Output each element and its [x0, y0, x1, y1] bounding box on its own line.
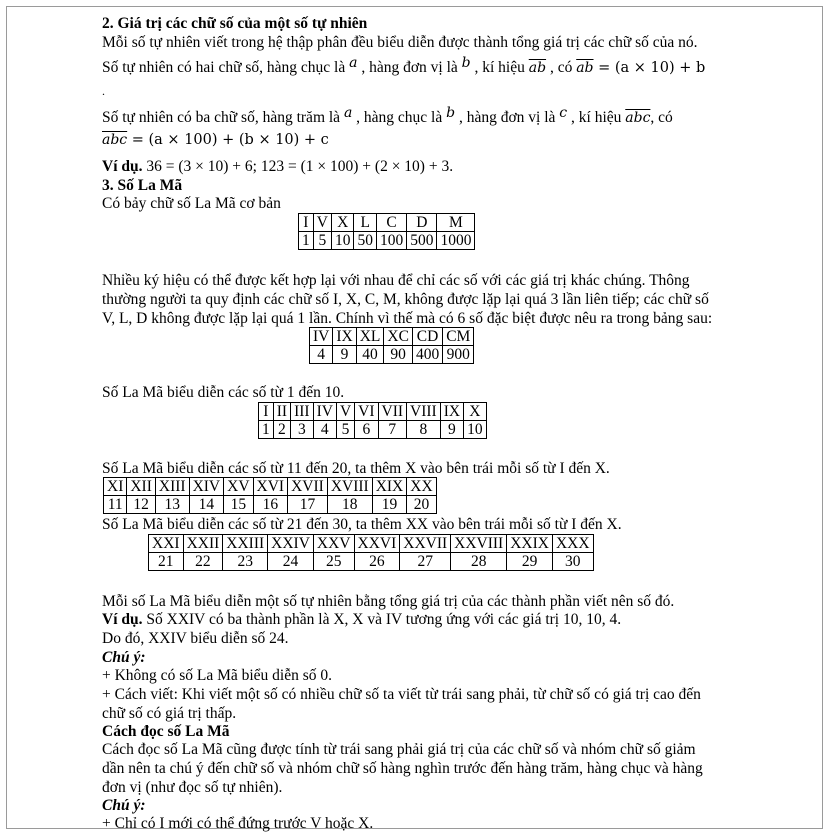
table-cell: 40 — [356, 346, 384, 364]
table-cell: 9 — [440, 421, 463, 439]
symbol-abc: $\overline{abc}$ — [625, 110, 651, 126]
table-cell: 23 — [223, 553, 268, 571]
var-c: c — [559, 105, 568, 121]
table-cell: X — [331, 214, 354, 232]
table-cell: 12 — [127, 496, 156, 514]
one-to-ten-table — [258, 402, 487, 439]
twentyone-to-thirty-intro: Số La Mã biểu diễn các số từ 21 đến 30, ta thêm XX vào bên trái mỗi số từ I đến X. — [102, 516, 622, 533]
table-cell: 900 — [443, 346, 474, 364]
var-b: b — [461, 55, 471, 71]
table-cell: XI — [104, 478, 127, 496]
combo-paragraph-2: thường người ta quy định các chữ số I, X, C, M, không được lặp lại quá 3 lần liên tiếp; các chữ số — [102, 291, 709, 308]
table-cell: 13 — [155, 496, 189, 514]
three-digit-formula-line — [102, 130, 329, 150]
table-cell: XVII — [288, 478, 328, 496]
eleven-to-twenty-intro: Số La Mã biểu diễn các số từ 11 đến 20, ta thêm X vào bên trái mỗi số từ I đến X. — [102, 460, 610, 477]
reading-line-2: dần nên ta chú ý đến chữ số và nhóm chữ số hàng nghìn trước đến hàng trăm, hàng chục và hàng — [102, 760, 703, 777]
table-cell: VIII — [407, 403, 441, 421]
table-cell: XXIV — [268, 535, 314, 553]
table-cell: XVI — [253, 478, 288, 496]
table-cell: VI — [355, 403, 378, 421]
stray-dot: . — [102, 84, 105, 98]
table-cell: 26 — [354, 553, 400, 571]
table-cell: 1 — [259, 421, 274, 439]
table-cell: XIII — [155, 478, 189, 496]
each-number-line: Mỗi số La Mã biểu diễn một số tự nhiên bằng tổng giá trị của các thành phần viết nên số đó. — [102, 593, 675, 610]
table-cell: 19 — [372, 496, 407, 514]
table-cell: XL — [356, 328, 384, 346]
note-2-line-1: + Cách viết: Khi viết một số có nhiều chữ số ta viết từ trái sang phải, từ chữ số có giá trị cao đến — [102, 686, 701, 703]
table-cell: 17 — [288, 496, 328, 514]
table-cell: 2 — [273, 421, 290, 439]
var-b: b — [446, 105, 456, 121]
table-cell: 27 — [400, 553, 451, 571]
table-row — [310, 346, 474, 364]
table-cell: 1000 — [437, 232, 475, 250]
table-cell: 28 — [451, 553, 507, 571]
table-cell: 16 — [253, 496, 288, 514]
table-cell: CD — [412, 328, 442, 346]
table-cell: V — [313, 214, 331, 232]
table-cell: 14 — [189, 496, 224, 514]
table-cell: M — [437, 214, 475, 232]
two-digit-line: Số tự nhiên có hai chữ số, hàng chục là a , hàng đơn vị là b , kí hiệu $\overline{ab}$ , có $\overline{ab} = (a \times 10) + b$ — [102, 55, 706, 76]
table-cell: 400 — [412, 346, 442, 364]
table-cell: 4 — [310, 346, 333, 364]
table-cell: III — [291, 403, 314, 421]
table-cell: 11 — [104, 496, 127, 514]
reading-line-3: đơn vị (như đọc số tự nhiên). — [102, 779, 283, 796]
symbol-abc-formula: $\overline{abc}$ — [102, 132, 128, 148]
three-digit-formula: = (a × 100) + (b × 10) + c — [127, 132, 329, 148]
table-cell: V — [336, 403, 354, 421]
table-cell: XXI — [149, 535, 184, 553]
table-cell: XC — [384, 328, 413, 346]
table-cell: XXVII — [400, 535, 451, 553]
table-cell: XXV — [313, 535, 354, 553]
table-cell: II — [273, 403, 290, 421]
table-row — [259, 403, 487, 421]
table-cell: 1 — [299, 232, 314, 250]
table-cell: XV — [224, 478, 253, 496]
table-cell: 25 — [313, 553, 354, 571]
table-cell: 30 — [552, 553, 593, 571]
table-cell: D — [407, 214, 437, 232]
var-a: a — [343, 105, 353, 121]
note-2-line-2: chữ số có giá trị thấp. — [102, 705, 237, 722]
table-cell: VII — [378, 403, 407, 421]
table-cell: 100 — [376, 232, 406, 250]
table-cell: IV — [310, 328, 333, 346]
table-cell: CM — [443, 328, 474, 346]
table-row — [104, 478, 437, 496]
section-2-heading: 2. Giá trị các chữ số của một số tự nhiên — [102, 15, 368, 32]
table-cell: I — [259, 403, 274, 421]
table-cell: 500 — [407, 232, 437, 250]
example-label: Ví dụ. — [102, 611, 143, 628]
table-cell: 5 — [336, 421, 354, 439]
symbol-ab-formula: $\overline{ab}$ — [576, 60, 594, 76]
table-row — [299, 214, 475, 232]
table-cell: IV — [313, 403, 336, 421]
eleven-to-twenty-table — [103, 477, 437, 514]
basic-numerals-table — [298, 213, 475, 250]
table-cell: 7 — [378, 421, 407, 439]
table-cell: L — [354, 214, 377, 232]
section-2-intro: Mỗi số tự nhiên viết trong hệ thập phân đều biểu diễn được thành tổng giá trị các chữ số của nó. — [102, 34, 698, 51]
table-cell: XXIII — [223, 535, 268, 553]
special-numerals-table — [309, 327, 474, 364]
table-cell: IX — [440, 403, 463, 421]
table-cell: X — [464, 403, 487, 421]
section-2-example: Ví dụ. 36 = (3 × 10) + 6; 123 = (1 × 100) + (2 × 10) + 3. — [102, 158, 454, 175]
table-cell: IX — [333, 328, 356, 346]
note-label-2: Chú ý: — [102, 797, 146, 814]
table-cell: I — [299, 214, 314, 232]
table-cell: 10 — [331, 232, 354, 250]
table-cell: XXVI — [354, 535, 400, 553]
table-row — [299, 232, 475, 250]
table-cell: 10 — [464, 421, 487, 439]
note-3: + Chỉ có I mới có thể đứng trước V hoặc X. — [102, 815, 374, 832]
table-cell: 3 — [291, 421, 314, 439]
table-cell: 6 — [355, 421, 378, 439]
basic-intro: Có bảy chữ số La Mã cơ bản — [102, 195, 281, 212]
table-cell: XIV — [189, 478, 224, 496]
one-to-ten-intro: Số La Mã biểu diễn các số từ 1 đến 10. — [102, 384, 345, 401]
note-1: + Không có số La Mã biểu diễn số 0. — [102, 667, 333, 684]
example-label: Ví dụ. — [102, 158, 143, 175]
var-a: a — [349, 55, 358, 71]
combo-paragraph-3: V, L, D không được lặp lại quá 1 lần. Chính vì thế mà có 6 số đặc biệt được nêu ra trong bảng sau: — [102, 310, 713, 327]
table-cell: XII — [127, 478, 156, 496]
table-row — [149, 535, 594, 553]
table-cell: 24 — [268, 553, 314, 571]
reading-heading: Cách đọc số La Mã — [102, 723, 230, 740]
table-cell: 21 — [149, 553, 184, 571]
table-row — [149, 553, 594, 571]
symbol-ab: $\overline{ab}$ — [528, 60, 547, 76]
note-label: Chú ý: — [102, 649, 146, 666]
table-cell: 50 — [354, 232, 377, 250]
table-cell: XXII — [183, 535, 223, 553]
table-cell: 90 — [384, 346, 413, 364]
table-cell: XXX — [552, 535, 593, 553]
table-cell: 18 — [327, 496, 372, 514]
table-cell: 8 — [407, 421, 441, 439]
combo-paragraph-1: Nhiều ký hiệu có thể được kết hợp lại với nhau để chỉ các số với các giá trị khác chúng. Thông — [102, 272, 690, 289]
table-cell: 20 — [407, 496, 436, 514]
table-cell: XXVIII — [451, 535, 507, 553]
example-conclusion: Do đó, XXIV biểu diễn số 24. — [102, 630, 289, 647]
table-cell: 22 — [183, 553, 223, 571]
section-3-heading: 3. Số La Mã — [102, 177, 183, 194]
table-cell: 9 — [333, 346, 356, 364]
table-cell: C — [376, 214, 406, 232]
table-cell: XXIX — [507, 535, 553, 553]
table-cell: 15 — [224, 496, 253, 514]
table-row — [104, 496, 437, 514]
table-cell: XX — [407, 478, 436, 496]
twentyone-to-thirty-table — [148, 534, 594, 571]
table-cell: XIX — [372, 478, 407, 496]
table-cell: 4 — [313, 421, 336, 439]
table-row — [310, 328, 474, 346]
table-cell: 5 — [313, 232, 331, 250]
two-digit-formula: = (a × 10) + b — [593, 60, 706, 76]
table-cell: 29 — [507, 553, 553, 571]
section-3-example: Ví dụ. Số XXIV có ba thành phần là X, X và IV tương ứng với các giá trị 10, 10, 4. — [102, 611, 622, 628]
three-digit-line: Số tự nhiên có ba chữ số, hàng trăm là a , hàng chục là b , hàng đơn vị là c , kí hiệu $\overline{abc}$, có — [102, 105, 673, 126]
reading-line-1: Cách đọc số La Mã cũng được tính từ trái sang phải giá trị của các chữ số và nhóm chữ số giảm — [102, 741, 696, 758]
table-cell: XVIII — [327, 478, 372, 496]
table-row — [259, 421, 487, 439]
